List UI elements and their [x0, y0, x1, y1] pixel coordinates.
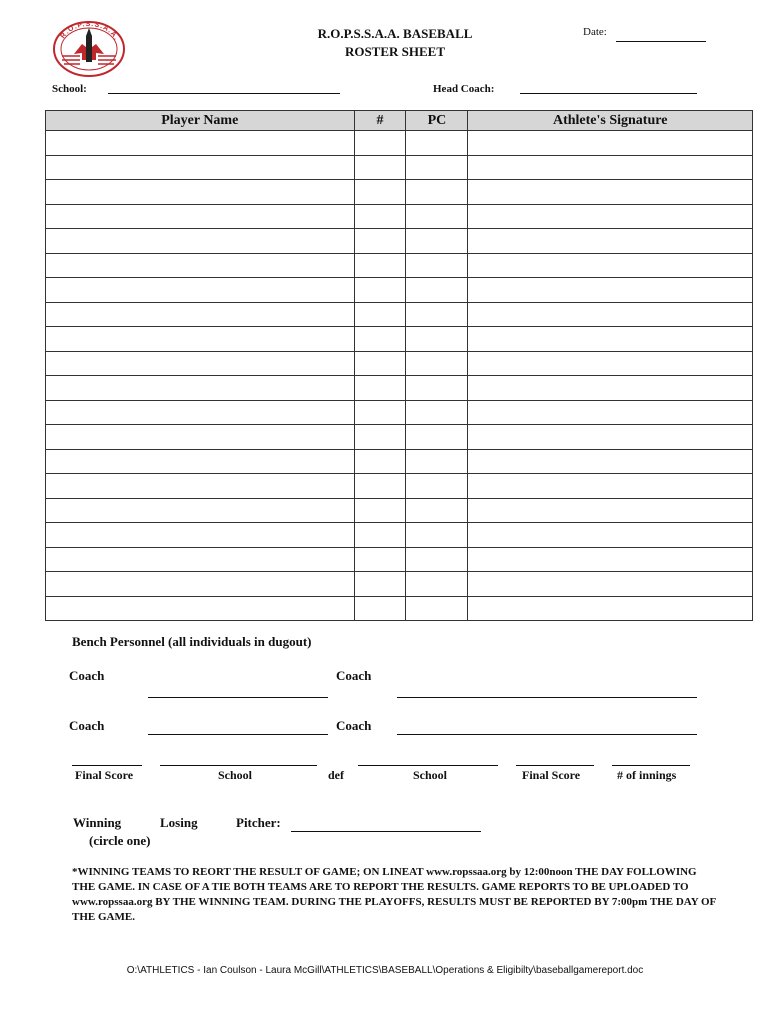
- ropssaa-logo: [52, 20, 126, 78]
- signature-cell[interactable]: [468, 596, 753, 621]
- signature-cell[interactable]: [468, 498, 753, 523]
- signature-cell[interactable]: [468, 155, 753, 180]
- signature-cell[interactable]: [468, 302, 753, 327]
- number-cell[interactable]: [354, 180, 406, 205]
- table-row: [46, 596, 753, 621]
- final-score-label-2: Final Score: [522, 768, 581, 782]
- table-row: [46, 327, 753, 352]
- number-cell[interactable]: [354, 278, 406, 303]
- school-label-1: School: [218, 768, 253, 782]
- signature-cell[interactable]: [468, 253, 753, 278]
- player-name-cell[interactable]: [46, 498, 355, 523]
- table-row: [46, 425, 753, 450]
- coach-label-3: Coach: [69, 718, 105, 733]
- number-cell[interactable]: [354, 155, 406, 180]
- player-name-cell[interactable]: [46, 180, 355, 205]
- pc-cell[interactable]: [406, 131, 468, 156]
- pitcher-field[interactable]: [291, 831, 481, 832]
- roster-header-row: [46, 111, 753, 131]
- table-row: [46, 155, 753, 180]
- signature-cell[interactable]: [468, 449, 753, 474]
- pc-cell[interactable]: [406, 376, 468, 401]
- number-cell[interactable]: [354, 449, 406, 474]
- final-score-field-2[interactable]: [516, 765, 594, 766]
- head-coach-label: Head Coach:: [433, 83, 495, 95]
- coach-field-1[interactable]: [148, 697, 328, 698]
- reporting-notice: *WINNING TEAMS TO REORT THE RESULT OF GAME; ON LINEAT www.ropssaa.org by 12:00noon THE DAY FOLLOWING THE GAME. IN CASE OF A TIE BOTH TEAMS ARE TO REPORT THE RESULTS. GAME REPORTS TO BE UPLOADED TO www.ropssaa.org BY THE WINNING TEAM. DURING THE PLAYOFFS, RESULTS MUST BE REPORTED BY 7:00pm THE DAY OF THE GAME.: [72, 866, 716, 923]
- number-cell[interactable]: [354, 425, 406, 450]
- player-name-cell[interactable]: [46, 547, 355, 572]
- player-name-cell[interactable]: [46, 278, 355, 303]
- pc-cell[interactable]: [406, 425, 468, 450]
- pc-cell[interactable]: [406, 204, 468, 229]
- table-row: [46, 376, 753, 401]
- school-field-2[interactable]: [358, 765, 498, 766]
- signature-cell[interactable]: [468, 400, 753, 425]
- roster-table: [45, 110, 753, 621]
- column-header-player-name: Player Name: [46, 111, 355, 131]
- table-row: [46, 229, 753, 254]
- losing-option[interactable]: Losing: [160, 815, 198, 830]
- number-cell[interactable]: [354, 351, 406, 376]
- coach-field-2[interactable]: [397, 697, 697, 698]
- table-row: [46, 278, 753, 303]
- pc-cell[interactable]: [406, 327, 468, 352]
- file-path-footer: O:\ATHLETICS - Ian Coulson - Laura McGill\ATHLETICS\BASEBALL\Operations & Eligibilty\baseballgamereport.doc: [126, 965, 644, 976]
- number-cell[interactable]: [354, 400, 406, 425]
- table-row: [46, 498, 753, 523]
- signature-cell[interactable]: [468, 376, 753, 401]
- player-name-cell[interactable]: [46, 425, 355, 450]
- table-row: [46, 131, 753, 156]
- pc-cell[interactable]: [406, 547, 468, 572]
- school-label-2: School: [413, 768, 448, 782]
- coach-field-4[interactable]: [397, 734, 697, 735]
- player-name-cell[interactable]: [46, 572, 355, 597]
- player-name-cell[interactable]: [46, 204, 355, 229]
- number-cell[interactable]: [354, 474, 406, 499]
- column-header-pc: PC: [406, 111, 468, 131]
- signature-cell[interactable]: [468, 204, 753, 229]
- number-cell[interactable]: [354, 596, 406, 621]
- pc-cell[interactable]: [406, 449, 468, 474]
- number-cell[interactable]: [354, 131, 406, 156]
- table-row: [46, 449, 753, 474]
- pc-cell[interactable]: [406, 278, 468, 303]
- date-field[interactable]: [616, 41, 706, 42]
- circle-one-label: (circle one): [89, 833, 151, 848]
- form-title: R.O.P.S.S.A.A. BASEBALL: [317, 26, 473, 41]
- final-score-field-1[interactable]: [72, 765, 142, 766]
- player-name-cell[interactable]: [46, 327, 355, 352]
- pc-cell[interactable]: [406, 180, 468, 205]
- coach-label-4: Coach: [336, 718, 372, 733]
- player-name-cell[interactable]: [46, 449, 355, 474]
- signature-cell[interactable]: [468, 474, 753, 499]
- player-name-cell[interactable]: [46, 596, 355, 621]
- player-name-cell[interactable]: [46, 400, 355, 425]
- number-cell[interactable]: [354, 572, 406, 597]
- pc-cell[interactable]: [406, 596, 468, 621]
- form-subtitle: ROSTER SHEET: [344, 44, 446, 59]
- signature-cell[interactable]: [468, 351, 753, 376]
- signature-cell[interactable]: [468, 547, 753, 572]
- player-name-cell[interactable]: [46, 155, 355, 180]
- signature-cell[interactable]: [468, 131, 753, 156]
- pc-cell[interactable]: [406, 572, 468, 597]
- player-name-cell[interactable]: [46, 474, 355, 499]
- number-cell[interactable]: [354, 376, 406, 401]
- innings-label: # of innings: [617, 768, 677, 782]
- number-cell[interactable]: [354, 547, 406, 572]
- table-row: [46, 351, 753, 376]
- column-header-number: #: [354, 111, 406, 131]
- number-cell[interactable]: [354, 204, 406, 229]
- table-row: [46, 204, 753, 229]
- pitcher-label: Pitcher:: [236, 815, 281, 830]
- player-name-cell[interactable]: [46, 351, 355, 376]
- pc-cell[interactable]: [406, 498, 468, 523]
- player-name-cell[interactable]: [46, 131, 355, 156]
- signature-cell[interactable]: [468, 180, 753, 205]
- head-coach-field[interactable]: [520, 93, 697, 94]
- player-name-cell[interactable]: [46, 253, 355, 278]
- table-row: [46, 547, 753, 572]
- number-cell[interactable]: [354, 327, 406, 352]
- final-score-label-1: Final Score: [75, 768, 134, 782]
- signature-cell[interactable]: [468, 425, 753, 450]
- player-name-cell[interactable]: [46, 302, 355, 327]
- table-row: [46, 400, 753, 425]
- signature-cell[interactable]: [468, 523, 753, 548]
- roster-body: [46, 131, 753, 621]
- pc-cell[interactable]: [406, 400, 468, 425]
- signature-cell[interactable]: [468, 278, 753, 303]
- coach-label-2: Coach: [336, 668, 372, 683]
- player-name-cell[interactable]: [46, 523, 355, 548]
- pc-cell[interactable]: [406, 351, 468, 376]
- coach-label-1: Coach: [69, 668, 105, 683]
- player-name-cell[interactable]: [46, 376, 355, 401]
- table-row: [46, 572, 753, 597]
- number-cell[interactable]: [354, 523, 406, 548]
- pc-cell[interactable]: [406, 302, 468, 327]
- column-header-signature: Athlete's Signature: [468, 111, 753, 131]
- number-cell[interactable]: [354, 498, 406, 523]
- school-field[interactable]: [108, 93, 340, 94]
- innings-field[interactable]: [612, 765, 690, 766]
- winning-option[interactable]: Winning: [73, 815, 122, 830]
- number-cell[interactable]: [354, 229, 406, 254]
- signature-cell[interactable]: [468, 327, 753, 352]
- pc-cell[interactable]: [406, 474, 468, 499]
- def-label: def: [328, 768, 344, 782]
- svg-text:R.O.P.S.S.A.A.: R.O.P.S.S.A.A.: [59, 20, 120, 42]
- date-label: Date:: [583, 26, 607, 38]
- pc-cell[interactable]: [406, 229, 468, 254]
- table-row: [46, 523, 753, 548]
- signature-cell[interactable]: [468, 229, 753, 254]
- pc-cell[interactable]: [406, 253, 468, 278]
- coach-field-3[interactable]: [148, 734, 328, 735]
- number-cell[interactable]: [354, 253, 406, 278]
- table-row: [46, 302, 753, 327]
- signature-cell[interactable]: [468, 572, 753, 597]
- pc-cell[interactable]: [406, 155, 468, 180]
- bench-heading: Bench Personnel (all individuals in dugout): [72, 634, 312, 649]
- player-name-cell[interactable]: [46, 229, 355, 254]
- school-field-1[interactable]: [160, 765, 317, 766]
- table-row: [46, 180, 753, 205]
- table-row: [46, 474, 753, 499]
- pc-cell[interactable]: [406, 523, 468, 548]
- school-label: School:: [52, 83, 87, 95]
- number-cell[interactable]: [354, 302, 406, 327]
- table-row: [46, 253, 753, 278]
